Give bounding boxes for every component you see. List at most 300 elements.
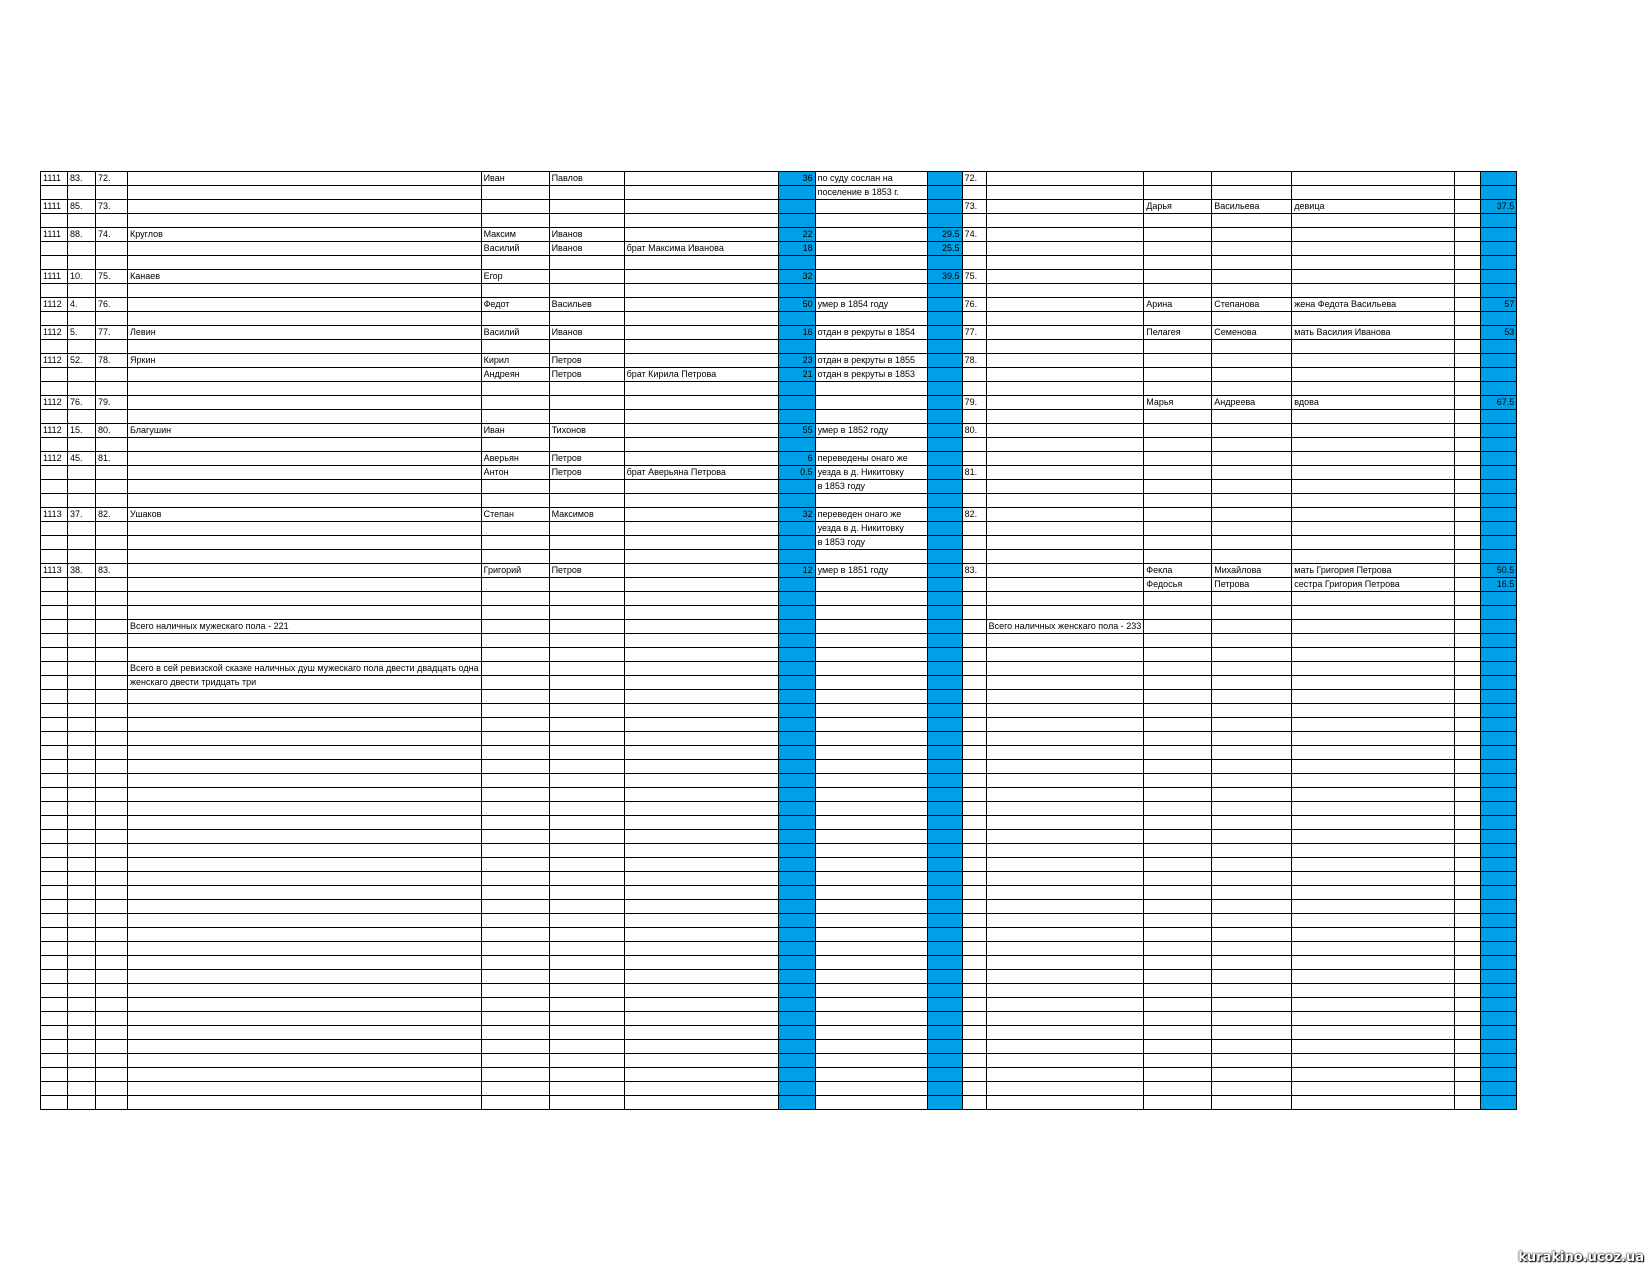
cell-female-relation (1292, 452, 1455, 466)
table-row (41, 872, 1517, 886)
cell-female-surname (986, 284, 1144, 298)
cell-male-note (815, 200, 927, 214)
cell-female-number: 72. (962, 172, 986, 186)
cell-first-name (481, 382, 549, 396)
cell-female-note (1455, 480, 1481, 494)
cell-patronymic (549, 550, 624, 564)
cell-male-note (815, 312, 927, 326)
table-row (41, 1096, 1517, 1110)
cell-female-age (1481, 746, 1517, 760)
cell-male-age (778, 200, 815, 214)
cell-male-age-prev (927, 354, 962, 368)
table-row (41, 466, 1517, 480)
cell-relation (624, 326, 778, 340)
cell-number: 81. (96, 452, 128, 466)
cell-relation (624, 872, 778, 886)
cell-male-age-prev (927, 410, 962, 424)
table-row (41, 1054, 1517, 1068)
cell-old-number (68, 494, 96, 508)
cell-female-relation (1292, 424, 1455, 438)
cell-female-number (962, 214, 986, 228)
cell-relation: брат Аверьяна Петрова (624, 466, 778, 480)
cell-female-surname (986, 340, 1144, 354)
cell-female-relation (1292, 676, 1455, 690)
cell-relation (624, 606, 778, 620)
cell-page (41, 410, 68, 424)
cell-female-age (1481, 676, 1517, 690)
cell-female-note (1455, 592, 1481, 606)
cell-male-age-prev (927, 746, 962, 760)
cell-female-patronymic (1212, 172, 1292, 186)
cell-number (96, 242, 128, 256)
cell-number (96, 620, 128, 634)
cell-male-age-prev (927, 788, 962, 802)
cell-female-first-name (1144, 242, 1212, 256)
table-row (41, 410, 1517, 424)
cell-female-patronymic (1212, 270, 1292, 284)
cell-patronymic (549, 1012, 624, 1026)
cell-male-age-prev (927, 438, 962, 452)
cell-old-number: 76. (68, 396, 96, 410)
table-row (41, 970, 1517, 984)
cell-male-note (815, 214, 927, 228)
cell-female-age (1481, 1026, 1517, 1040)
cell-female-note (1455, 368, 1481, 382)
cell-female-age (1481, 1054, 1517, 1068)
cell-old-number (68, 466, 96, 480)
cell-patronymic: Петров (549, 466, 624, 480)
cell-first-name (481, 648, 549, 662)
cell-female-relation (1292, 704, 1455, 718)
cell-male-age-prev (927, 900, 962, 914)
cell-male-age: 50 (778, 298, 815, 312)
cell-female-number: 74. (962, 228, 986, 242)
cell-male-age-prev (927, 452, 962, 466)
cell-female-number (962, 1054, 986, 1068)
cell-relation: брат Максима Иванова (624, 242, 778, 256)
cell-female-relation (1292, 1026, 1455, 1040)
cell-male-age (778, 606, 815, 620)
cell-male-age (778, 970, 815, 984)
cell-male-note (815, 1040, 927, 1054)
cell-female-relation (1292, 732, 1455, 746)
cell-female-number (962, 1012, 986, 1026)
cell-page (41, 676, 68, 690)
cell-surname (128, 970, 482, 984)
cell-female-note (1455, 354, 1481, 368)
cell-female-surname (986, 368, 1144, 382)
cell-male-age (778, 648, 815, 662)
cell-first-name (481, 256, 549, 270)
cell-female-number (962, 690, 986, 704)
cell-old-number (68, 998, 96, 1012)
cell-male-age-prev (927, 480, 962, 494)
census-table (40, 171, 1517, 1110)
cell-surname (128, 410, 482, 424)
cell-male-note (815, 704, 927, 718)
cell-relation (624, 774, 778, 788)
cell-relation (624, 830, 778, 844)
cell-patronymic (549, 872, 624, 886)
cell-patronymic: Петров (549, 354, 624, 368)
cell-first-name: Иван (481, 424, 549, 438)
cell-number (96, 550, 128, 564)
cell-female-note (1455, 536, 1481, 550)
cell-relation (624, 620, 778, 634)
cell-female-first-name (1144, 452, 1212, 466)
table-row (41, 984, 1517, 998)
cell-female-patronymic (1212, 494, 1292, 508)
cell-female-first-name (1144, 970, 1212, 984)
cell-male-note (815, 1082, 927, 1096)
table-row (41, 1068, 1517, 1082)
cell-surname (128, 634, 482, 648)
cell-female-number: 83. (962, 564, 986, 578)
cell-male-age (778, 1040, 815, 1054)
cell-male-age-prev (927, 396, 962, 410)
cell-female-note (1455, 886, 1481, 900)
cell-surname (128, 774, 482, 788)
cell-old-number (68, 788, 96, 802)
cell-relation (624, 550, 778, 564)
cell-first-name (481, 984, 549, 998)
cell-female-first-name: Арина (1144, 298, 1212, 312)
cell-female-note (1455, 984, 1481, 998)
cell-page (41, 256, 68, 270)
cell-female-relation (1292, 998, 1455, 1012)
table-row (41, 760, 1517, 774)
cell-male-age-prev (927, 326, 962, 340)
cell-page (41, 522, 68, 536)
cell-page (41, 970, 68, 984)
cell-first-name: Федот (481, 298, 549, 312)
cell-male-note: отдан в рекруты в 1854 (815, 326, 927, 340)
cell-number (96, 606, 128, 620)
cell-number: 72. (96, 172, 128, 186)
cell-old-number (68, 774, 96, 788)
cell-female-surname (986, 970, 1144, 984)
cell-male-age-prev (927, 984, 962, 998)
cell-number (96, 942, 128, 956)
cell-female-age (1481, 662, 1517, 676)
cell-female-first-name (1144, 690, 1212, 704)
cell-female-surname (986, 564, 1144, 578)
cell-old-number (68, 970, 96, 984)
cell-female-note (1455, 690, 1481, 704)
cell-female-patronymic (1212, 984, 1292, 998)
cell-old-number (68, 340, 96, 354)
cell-number (96, 732, 128, 746)
cell-female-relation (1292, 746, 1455, 760)
cell-first-name (481, 914, 549, 928)
cell-relation (624, 788, 778, 802)
cell-patronymic: Петров (549, 452, 624, 466)
cell-female-surname (986, 480, 1144, 494)
cell-female-age: 53 (1481, 326, 1517, 340)
cell-male-note: отдан в рекруты в 1855 (815, 354, 927, 368)
cell-first-name (481, 858, 549, 872)
table-row (41, 886, 1517, 900)
cell-female-age (1481, 620, 1517, 634)
cell-female-surname (986, 256, 1144, 270)
cell-male-age: 36 (778, 172, 815, 186)
cell-female-patronymic (1212, 928, 1292, 942)
cell-female-first-name (1144, 354, 1212, 368)
table-row (41, 914, 1517, 928)
cell-relation (624, 312, 778, 326)
cell-surname: Левин (128, 326, 482, 340)
cell-female-number (962, 774, 986, 788)
cell-female-note (1455, 256, 1481, 270)
cell-female-age (1481, 914, 1517, 928)
cell-number (96, 998, 128, 1012)
cell-first-name (481, 284, 549, 298)
cell-female-surname (986, 942, 1144, 956)
cell-female-age (1481, 900, 1517, 914)
cell-female-age (1481, 774, 1517, 788)
cell-female-first-name (1144, 592, 1212, 606)
cell-female-age (1481, 522, 1517, 536)
cell-page: 1112 (41, 424, 68, 438)
cell-male-note (815, 690, 927, 704)
cell-female-relation (1292, 690, 1455, 704)
cell-patronymic (549, 1040, 624, 1054)
table-row (41, 368, 1517, 382)
cell-female-age: 57 (1481, 298, 1517, 312)
cell-page (41, 634, 68, 648)
cell-first-name: Егор (481, 270, 549, 284)
cell-female-note (1455, 1068, 1481, 1082)
cell-page: 1111 (41, 172, 68, 186)
cell-female-relation (1292, 620, 1455, 634)
cell-female-patronymic (1212, 550, 1292, 564)
cell-patronymic (549, 1082, 624, 1096)
cell-female-note (1455, 270, 1481, 284)
cell-surname (128, 592, 482, 606)
cell-old-number (68, 732, 96, 746)
cell-first-name (481, 676, 549, 690)
cell-male-age (778, 928, 815, 942)
cell-relation (624, 522, 778, 536)
cell-surname (128, 1096, 482, 1110)
cell-relation (624, 984, 778, 998)
cell-female-first-name (1144, 886, 1212, 900)
cell-female-relation (1292, 536, 1455, 550)
cell-relation (624, 578, 778, 592)
cell-number (96, 704, 128, 718)
cell-patronymic: Иванов (549, 326, 624, 340)
cell-female-surname (986, 872, 1144, 886)
cell-male-age (778, 816, 815, 830)
cell-first-name: Иван (481, 172, 549, 186)
cell-surname (128, 802, 482, 816)
cell-female-first-name (1144, 368, 1212, 382)
cell-old-number (68, 214, 96, 228)
cell-page (41, 998, 68, 1012)
cell-surname (128, 690, 482, 704)
cell-female-note (1455, 662, 1481, 676)
cell-female-note (1455, 718, 1481, 732)
cell-female-age (1481, 466, 1517, 480)
cell-female-patronymic (1212, 228, 1292, 242)
table-row (41, 256, 1517, 270)
cell-female-age (1481, 228, 1517, 242)
cell-female-number: 79. (962, 396, 986, 410)
cell-female-number (962, 802, 986, 816)
cell-female-age (1481, 718, 1517, 732)
cell-number (96, 970, 128, 984)
cell-relation (624, 648, 778, 662)
cell-female-note (1455, 550, 1481, 564)
cell-first-name (481, 536, 549, 550)
cell-page (41, 858, 68, 872)
cell-patronymic (549, 956, 624, 970)
cell-first-name (481, 1054, 549, 1068)
cell-first-name (481, 746, 549, 760)
cell-surname (128, 256, 482, 270)
cell-male-age (778, 858, 815, 872)
cell-first-name (481, 200, 549, 214)
cell-number (96, 466, 128, 480)
cell-patronymic (549, 816, 624, 830)
cell-old-number: 4. (68, 298, 96, 312)
cell-female-surname (986, 354, 1144, 368)
cell-female-surname (986, 900, 1144, 914)
cell-female-relation (1292, 494, 1455, 508)
cell-number (96, 1068, 128, 1082)
cell-number (96, 914, 128, 928)
cell-female-relation (1292, 1068, 1455, 1082)
cell-female-note (1455, 760, 1481, 774)
cell-number (96, 788, 128, 802)
cell-first-name (481, 718, 549, 732)
cell-female-first-name (1144, 872, 1212, 886)
cell-female-first-name (1144, 774, 1212, 788)
cell-female-age (1481, 354, 1517, 368)
cell-patronymic (549, 410, 624, 424)
cell-relation (624, 256, 778, 270)
cell-female-age (1481, 340, 1517, 354)
table-row (41, 438, 1517, 452)
cell-female-age (1481, 886, 1517, 900)
cell-female-note (1455, 676, 1481, 690)
cell-female-relation (1292, 340, 1455, 354)
cell-surname (128, 382, 482, 396)
cell-old-number (68, 1082, 96, 1096)
cell-page (41, 214, 68, 228)
cell-relation (624, 424, 778, 438)
cell-first-name (481, 900, 549, 914)
cell-male-note (815, 746, 927, 760)
cell-relation (624, 354, 778, 368)
cell-number (96, 1096, 128, 1110)
cell-female-patronymic (1212, 340, 1292, 354)
cell-female-surname (986, 760, 1144, 774)
cell-male-note (815, 788, 927, 802)
cell-female-number (962, 648, 986, 662)
cell-male-note (815, 816, 927, 830)
cell-female-number (962, 928, 986, 942)
cell-old-number: 83. (68, 172, 96, 186)
cell-surname (128, 578, 482, 592)
cell-female-first-name (1144, 186, 1212, 200)
cell-female-note (1455, 326, 1481, 340)
cell-male-note (815, 998, 927, 1012)
cell-female-patronymic (1212, 480, 1292, 494)
cell-male-age: 32 (778, 508, 815, 522)
cell-female-patronymic (1212, 1068, 1292, 1082)
cell-male-age-prev (927, 550, 962, 564)
cell-number (96, 1054, 128, 1068)
cell-number (96, 1026, 128, 1040)
cell-female-number (962, 970, 986, 984)
cell-female-number (962, 284, 986, 298)
cell-female-note (1455, 340, 1481, 354)
cell-patronymic (549, 914, 624, 928)
cell-page (41, 830, 68, 844)
cell-number (96, 214, 128, 228)
cell-male-note (815, 578, 927, 592)
table-row (41, 732, 1517, 746)
cell-female-number (962, 760, 986, 774)
cell-first-name (481, 802, 549, 816)
cell-female-first-name (1144, 522, 1212, 536)
cell-female-number (962, 494, 986, 508)
cell-male-note (815, 438, 927, 452)
cell-old-number (68, 1012, 96, 1026)
cell-female-number (962, 886, 986, 900)
cell-page (41, 438, 68, 452)
cell-female-surname (986, 1012, 1144, 1026)
cell-number: 76. (96, 298, 128, 312)
cell-female-surname (986, 550, 1144, 564)
cell-page (41, 774, 68, 788)
cell-female-surname (986, 704, 1144, 718)
cell-female-note (1455, 928, 1481, 942)
cell-female-relation (1292, 1096, 1455, 1110)
cell-male-note (815, 858, 927, 872)
table-row (41, 1040, 1517, 1054)
cell-female-age (1481, 172, 1517, 186)
cell-page: 1112 (41, 452, 68, 466)
cell-patronymic (549, 256, 624, 270)
cell-female-first-name (1144, 480, 1212, 494)
cell-female-relation (1292, 354, 1455, 368)
cell-male-age-prev (927, 886, 962, 900)
cell-female-note (1455, 1040, 1481, 1054)
cell-female-note (1455, 970, 1481, 984)
cell-relation (624, 634, 778, 648)
cell-female-number (962, 368, 986, 382)
cell-female-surname (986, 200, 1144, 214)
cell-male-note (815, 732, 927, 746)
cell-old-number (68, 256, 96, 270)
cell-first-name: Степан (481, 508, 549, 522)
table-row (41, 578, 1517, 592)
table-row (41, 606, 1517, 620)
cell-patronymic (549, 858, 624, 872)
cell-surname (128, 564, 482, 578)
cell-female-age (1481, 648, 1517, 662)
cell-page (41, 914, 68, 928)
cell-female-surname (986, 886, 1144, 900)
cell-male-age (778, 410, 815, 424)
cell-relation (624, 858, 778, 872)
cell-surname (128, 480, 482, 494)
cell-number: 83. (96, 564, 128, 578)
cell-male-age (778, 214, 815, 228)
cell-female-patronymic (1212, 718, 1292, 732)
